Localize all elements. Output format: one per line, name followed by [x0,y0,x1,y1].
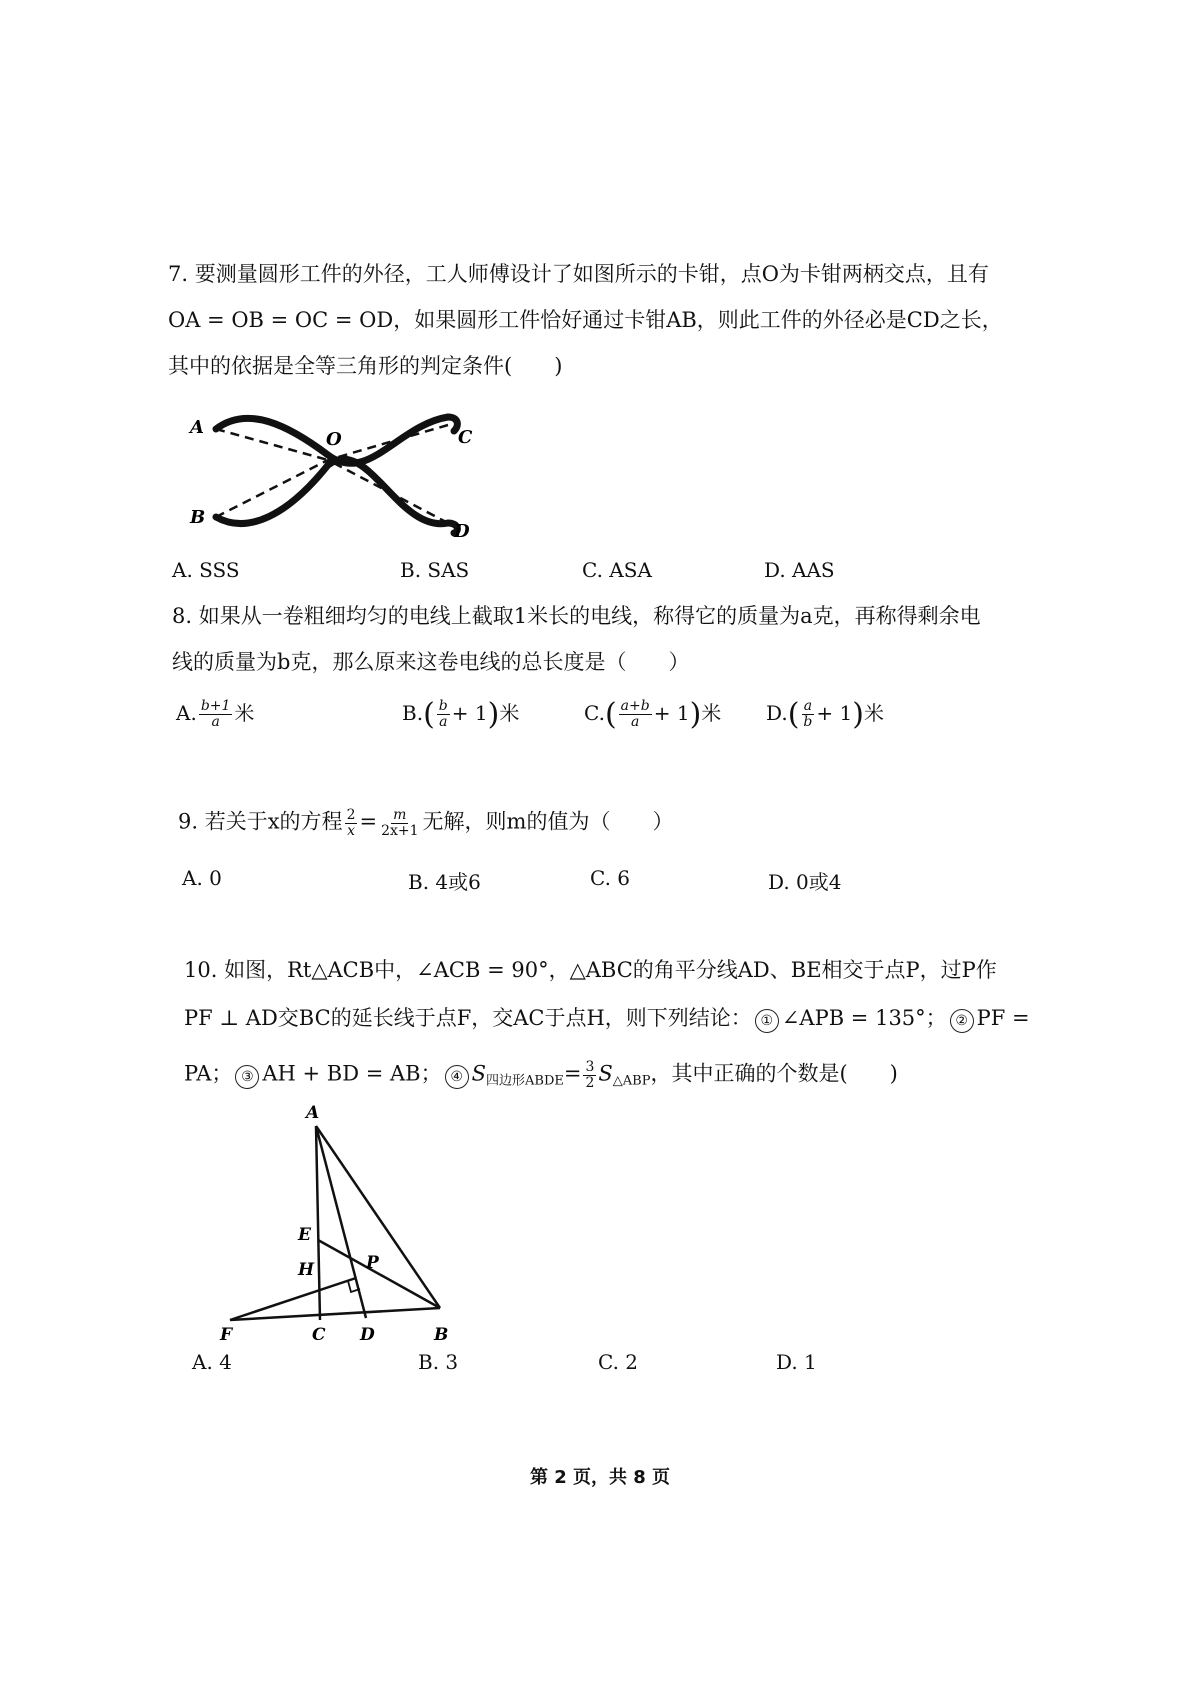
q10-line1: 10. 如图，Rt△ACB中，∠ACB = 90°，△ABC的角平分线AD、BE相交于点P，过P作 [184,958,997,982]
q8-line2: 线的质量为b克，那么原来这卷电线的总长度是（ ） [172,650,690,674]
caliper-figure [178,405,498,545]
q10-line2: PF ⊥ AD交BC的延长线于点F，交AC于点H，则下列结论： ① ∠APB = 135°； ② PF = [184,1006,1030,1033]
q7-option-a[interactable]: A. SSS [172,558,240,582]
q10-line3: PA； ③ AH + BD = AB； ④ $S_{四边形ABDE}=$ $\frac{3}{2}$ $S_{\triangle ABP}$，其中正确的个数是( ) [184,1059,898,1091]
q9-option-c[interactable]: C. 6 [590,866,631,890]
q10-option-c[interactable]: C. 2 [598,1350,639,1374]
q7-option-b[interactable]: B. SAS [400,558,470,582]
q9-option-b[interactable]: B. 4或6 [408,870,481,894]
q9-line: 9. 若关于x的方程 $\frac{2}{x}$ = $\frac{m}{2x+1}$ 无解，则m的值为（ ） [178,807,674,839]
q7-line3: 其中的依据是全等三角形的判定条件( ) [168,354,563,378]
label-a: A [306,1103,320,1123]
segment-be [318,1240,440,1308]
dashed-od [328,460,448,523]
q8-option-b[interactable]: B.( $\frac{b}{a}$ + 1)米 [402,697,520,732]
q7-option-c[interactable]: C. ASA [582,558,652,582]
q8-option-a[interactable]: A. $\frac{b+1}{a}$ 米 [176,698,255,730]
caliper-arm-bd [216,459,457,533]
label-f: F [220,1325,233,1345]
triangle-figure [208,1100,488,1350]
q10-option-a[interactable]: A. 4 [192,1350,232,1374]
label-c: C [312,1325,326,1345]
dashed-oc [328,425,448,460]
q10-option-d[interactable]: D. 1 [776,1350,817,1374]
q7-line1: 7. 要测量圆形工件的外径，工人师傅设计了如图所示的卡钳，点O为卡钳两柄交点，且有 [168,262,989,286]
q8-option-d[interactable]: D.( $\frac{a}{b}$ + 1)米 [766,697,884,732]
page-footer: 第 2 页，共 8 页 [529,1467,671,1488]
label-h: H [298,1260,315,1280]
q9-option-a[interactable]: A. 0 [182,866,222,890]
q7-line2: OA = OB = OC = OD，如果圆形工件恰好通过卡钳AB，则此工件的外径必是CD之长， [168,308,1003,332]
q10-option-b[interactable]: B. 3 [418,1350,459,1374]
label-a: A [190,417,204,438]
label-o: O [326,429,342,450]
q8-line1: 8. 如果从一卷粗细均匀的电线上截取1米长的电线，称得它的质量为a克，再称得剩余电 [172,604,981,628]
label-p: P [366,1253,379,1273]
q8-option-c[interactable]: C.( $\frac{a+b}{a}$ + 1)米 [584,697,722,732]
label-c: C [458,427,473,448]
label-d: D [360,1325,375,1345]
label-e: E [298,1225,311,1245]
q9-option-d[interactable]: D. 0或4 [768,870,842,894]
label-b: B [434,1325,449,1345]
label-d: D [454,521,470,542]
segment-ab [316,1126,440,1308]
q7-option-d[interactable]: D. AAS [764,558,835,582]
label-b: B [190,507,206,528]
